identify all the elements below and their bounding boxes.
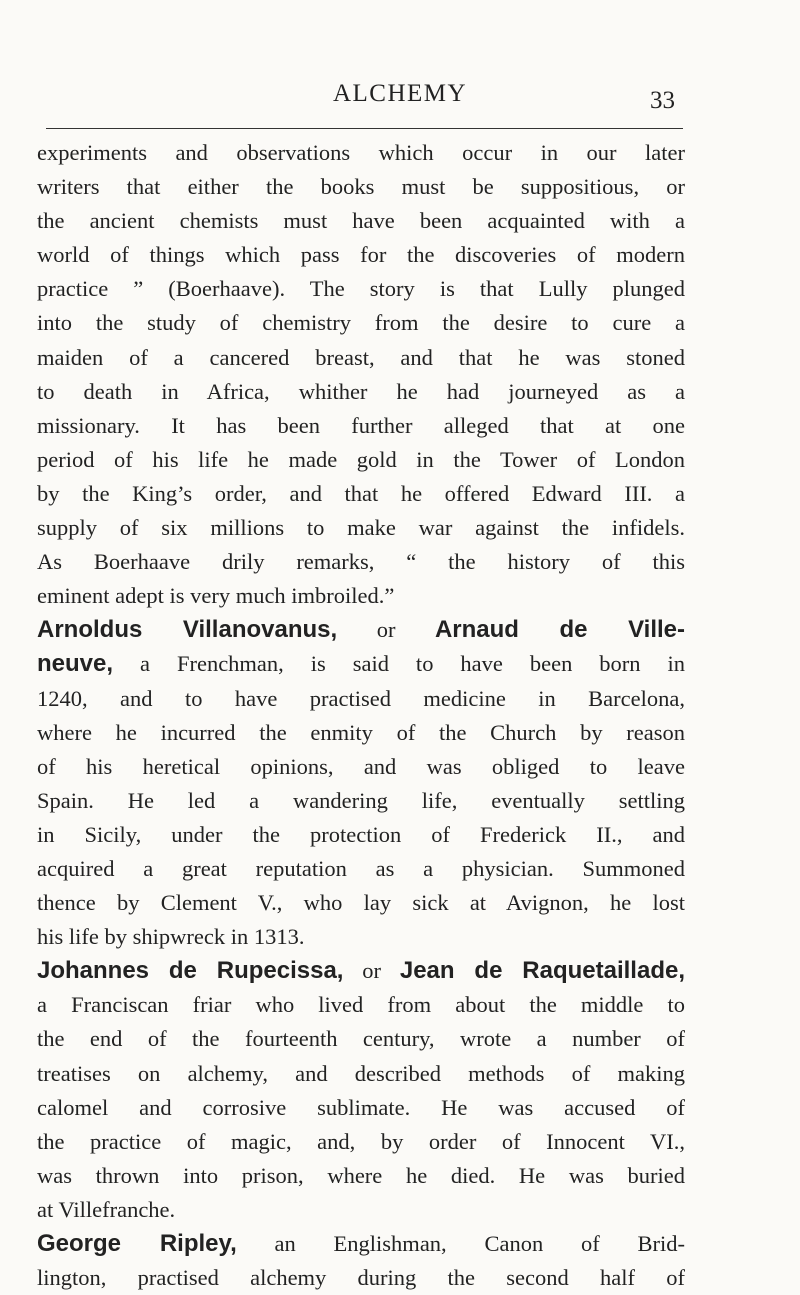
text-segment: at Villefranche. <box>37 1196 176 1222</box>
text-segment: calomel and corrosive sublimate. He was accused of <box>37 1094 685 1120</box>
text-line <box>37 409 685 443</box>
text-line <box>37 920 685 954</box>
text-line <box>37 1057 685 1091</box>
text-line <box>37 170 685 204</box>
text-segment: thence by Clement V., who lay sick at Avignon, he lost <box>37 890 685 916</box>
text-line <box>37 852 685 886</box>
text-segment: by the King’s order, and that he offered Edward III. a <box>37 480 685 506</box>
text-line <box>37 443 685 477</box>
text-segment: acquired a great reputation as a physician. Summoned <box>37 855 685 881</box>
text-line <box>37 613 685 647</box>
text-segment: maiden of a cancered breast, and that he was stoned <box>37 344 685 370</box>
text-segment: the ancient chemists must have been acquainted with a <box>37 208 685 234</box>
text-line <box>37 477 685 511</box>
text-segment: was thrown into prison, where he died. He was buried <box>37 1162 685 1188</box>
header-rule <box>46 128 683 129</box>
entry-heading: Johannes de Rupecissa, <box>37 957 344 985</box>
text-segment: the end of the fourteenth century, wrote a number of <box>37 1026 685 1052</box>
text-line <box>37 511 685 545</box>
text-line <box>37 1022 685 1056</box>
text-segment: eminent adept is very much imbroiled.” <box>37 583 395 609</box>
running-title: ALCHEMY <box>332 80 468 107</box>
text-segment: or <box>343 958 400 984</box>
text-line <box>37 716 685 750</box>
entry-heading: Jean de Raquetaillade, <box>399 957 685 985</box>
entry-heading: Arnoldus Villanovanus, <box>37 616 338 644</box>
text-line <box>37 954 685 988</box>
text-segment: a Frenchman, is said to have been born in <box>113 651 685 677</box>
text-segment: of his heretical opinions, and was obliged to leave <box>37 753 685 779</box>
text-line <box>37 136 685 170</box>
entry-heading: George Ripley, <box>37 1230 237 1257</box>
text-segment: his life by shipwreck in 1313. <box>37 924 305 950</box>
text-line <box>37 579 685 613</box>
text-line <box>37 272 685 306</box>
text-segment: the practice of magic, and, by order of Innocent VI., <box>37 1128 685 1154</box>
text-line <box>37 1125 685 1159</box>
text-segment: where he incurred the enmity of the Church by reason <box>37 719 685 745</box>
text-line <box>37 886 685 920</box>
text-segment: in Sicily, under the protection of Frederick II., and <box>37 821 685 847</box>
text-segment: world of things which pass for the discoveries of modern <box>37 242 685 268</box>
page-number: 33 <box>650 87 675 114</box>
text-segment: an Englishman, Canon of Brid- <box>236 1231 685 1256</box>
text-line <box>37 1193 685 1227</box>
text-line <box>37 238 685 272</box>
text-line <box>37 306 685 340</box>
text-line <box>37 784 685 818</box>
text-line <box>37 818 685 852</box>
entry-heading: neuve, <box>37 650 114 678</box>
text-segment: writers that either the books must be suppositious, or <box>37 174 685 200</box>
text-line <box>37 545 685 579</box>
text-line <box>37 1261 685 1295</box>
text-segment: missionary. It has been further alleged that at one <box>37 412 685 438</box>
text-segment: experiments and observations which occur in our later <box>37 140 685 165</box>
text-line <box>37 647 685 681</box>
entry-heading: Arnaud de Ville- <box>434 616 685 644</box>
text-segment: or <box>337 617 435 643</box>
text-line <box>37 341 685 375</box>
text-segment: 1240, and to have practised medicine in Barcelona, <box>37 685 685 711</box>
text-line <box>37 1159 685 1193</box>
text-segment: supply of six millions to make war against the infidels. <box>37 515 685 541</box>
text-line <box>37 750 685 784</box>
text-segment: to death in Africa, whither he had journeyed as a <box>37 378 685 404</box>
text-line <box>37 375 685 409</box>
text-segment: into the study of chemistry from the desire to cure a <box>37 310 685 336</box>
text-segment: a Franciscan friar who lived from about the middle to <box>37 992 685 1018</box>
text-segment: treatises on alchemy, and described methods of making <box>37 1060 685 1086</box>
text-line <box>37 682 685 716</box>
text-segment: As Boerhaave drily remarks, “ the history of this <box>37 549 685 575</box>
text-segment: lington, practised alchemy during the second half of <box>37 1265 685 1291</box>
text-line <box>37 988 685 1022</box>
body-text <box>37 136 685 1295</box>
text-line <box>37 204 685 238</box>
text-line <box>37 1091 685 1125</box>
text-segment: period of his life he made gold in the Tower of London <box>37 446 685 472</box>
text-line <box>37 1227 685 1261</box>
text-segment: Spain. He led a wandering life, eventually settling <box>37 787 685 813</box>
text-segment: practice ” (Boerhaave). The story is that Lully plunged <box>37 276 685 302</box>
